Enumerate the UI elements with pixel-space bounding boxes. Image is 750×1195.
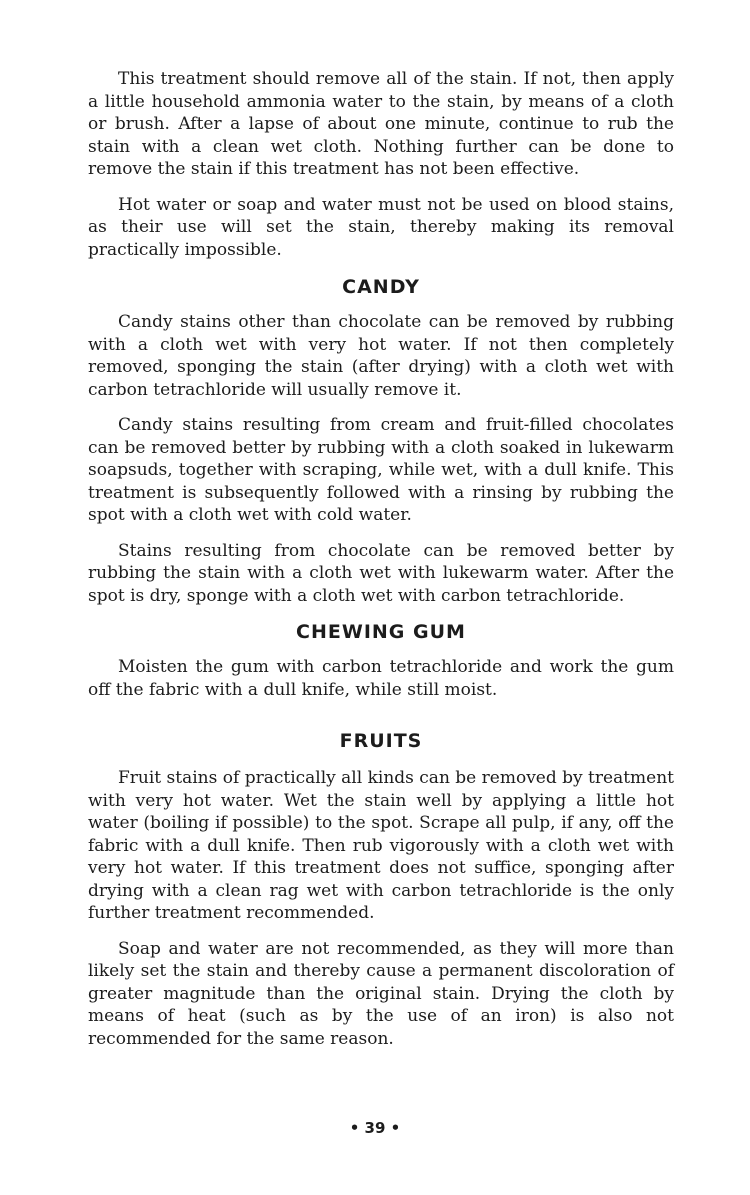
body-paragraph: Fruit stains of practically all kinds can be removed by treatment with very hot water. Wet the stain well by applying a little hot water (boiling if possible) to the spot. Scrape all pulp, if any, off the fabric with a dull knife. Then rub vigorously with a cloth wet with very hot water. If this treatment does not suffice, sponging after drying with a clean rag wet with carbon tetrachloride is the only further treatment recommended. — [88, 768, 674, 923]
body-paragraph: Moisten the gum with carbon tetrachloride and work the gum off the fabric with a dull knife, while still moist. — [88, 657, 674, 700]
intro-paragraph: Hot water or soap and water must not be used on blood stains, as their use will set the stain, thereby making its removal practically impossible. — [88, 194, 674, 260]
page-number: • 39 • — [349, 1119, 401, 1137]
body-paragraph: Candy stains other than chocolate can be removed by rubbing with a cloth wet with very hot water. If not then completely removed, sponging the stain (after drying) with a cloth wet with carbon tetrachloride will usually remove it. — [88, 312, 674, 400]
section-chewing-gum — [88, 620, 674, 701]
section-fruits — [88, 729, 674, 1050]
section-heading: CHEWING GUM — [296, 621, 466, 643]
section-candy — [88, 275, 674, 607]
body-paragraph: Candy stains resulting from cream and fruit-filled chocolates can be removed better by rubbing with a cloth soaked in lukewarm soapsuds, together with scraping, while wet, with a dull knife. This treatment is subsequently followed with a rinsing by rubbing the spot with a cloth wet with cold water. — [88, 415, 674, 525]
body-paragraph: Soap and water are not recommended, as they will more than likely set the stain and thereby cause a permanent discoloration of greater magnitude than the original stain. Drying the cloth by means of heat (such as by the use of an iron) is also not recommended for the same reason. — [88, 938, 674, 1049]
intro-paragraph: This treatment should remove all of the stain. If not, then apply a little household ammonia water to the stain, by means of a cloth or brush. After a lapse of about one minute, continue to rub the stain with a clean wet cloth. Nothing further can be done to remove the stain if this treatment has not been effective. — [88, 69, 674, 179]
section-heading: CANDY — [342, 276, 420, 298]
section-heading: FRUITS — [339, 730, 423, 752]
body-paragraph: Stains resulting from chocolate can be removed better by rubbing the stain with a cloth wet with lukewarm water. After the spot is dry, sponge with a cloth wet with carbon tetrachloride. — [88, 540, 674, 606]
page-content — [88, 68, 674, 1063]
